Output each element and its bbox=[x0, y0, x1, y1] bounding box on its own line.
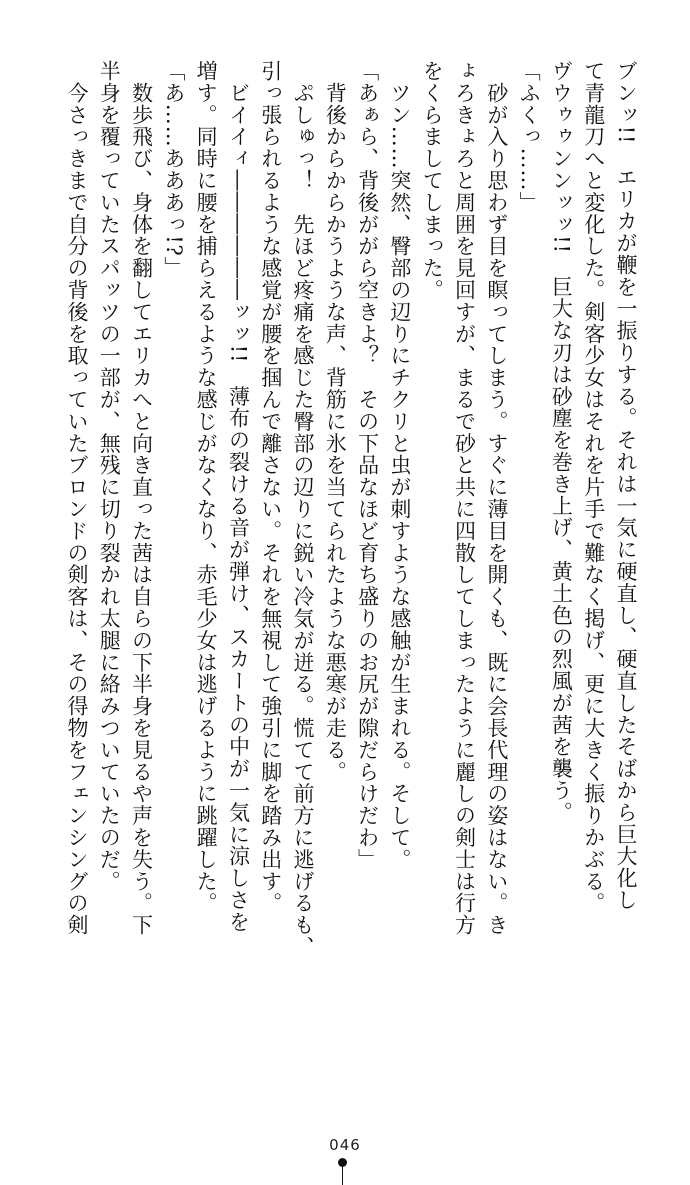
text-line: 数歩飛び、身体を翻してエリカへと向き直った茜は自らの下半身を見るや声を失う。下 bbox=[129, 60, 154, 936]
text-line: 背後からからかうような声、背筋に氷を当てられたような悪寒が走る。 bbox=[323, 60, 348, 783]
page-marker-line bbox=[342, 1167, 343, 1185]
page-number: 046 bbox=[329, 1136, 361, 1154]
text-line: 砂が入り思わず目を瞑ってしまう。すぐに薄目を開くも、既に会長代理の姿はない。き bbox=[484, 60, 509, 936]
vertical-text-block bbox=[61, 60, 642, 980]
text-line: をくらましてしまった。 bbox=[420, 60, 445, 301]
text-line: ブンッ!! エリカが鞭を一振りする。それは一気に硬直し、硬直したそばから巨大化し bbox=[614, 60, 638, 911]
text-line: 今さっきまで自分の背後を取っていたブロンドの剣客は、その得物をフェンシングの剣 bbox=[64, 60, 89, 936]
text-line: ビイイィ――――――ッッ!! 薄布の裂ける音が弾け、スカートの中が一気に涼しさを bbox=[226, 60, 251, 933]
text-line: ヴウゥゥンンッッ!! 巨大な刃は砂塵を巻き上げ、黄土色の烈風が茜を襲う。 bbox=[549, 60, 574, 824]
text-line: ツン……突然、臀部の辺りにチクリと虫が刺すような感触が生まれる。そして。 bbox=[387, 60, 412, 871]
text-line: 増す。同時に腰を捕らえるような感じがなくなり、赤毛少女は逃げるように跳躍した。 bbox=[194, 60, 219, 915]
page-marker-dot bbox=[338, 1158, 347, 1167]
text-line: 「あぁら、背後ががら空きよ？ その下品なほど育ち盛りのお尻が隙だらけだわ」 bbox=[355, 60, 380, 871]
text-line: て青龍刀へと変化した。剣客少女はそれを片手で難なく掲げ、更に大きく振りかぶる。 bbox=[581, 60, 606, 915]
text-line: 半身を覆っていたスパッツの一部が、無残に切り裂かれ太腿に絡みついていたのだ。 bbox=[97, 60, 122, 893]
text-line: ょろきょろと周囲を見回すが、まるで砂と共に四散してしまったように麗しの剣士は行方 bbox=[452, 60, 477, 936]
text-line: 「ふくっ……」 bbox=[517, 60, 542, 214]
text-line: ぷしゅっ！ 先ほど疼痛を感じた臀部の辺りに鋭い冷気が迸る。慌てて前方に逃げるも、 bbox=[291, 60, 316, 958]
text-line: 「あ……あああっ!?」 bbox=[161, 60, 186, 279]
text-line: 引っ張られるような感覚が腰を掴んで離さない。それを無視して強引に脚を踏み出す。 bbox=[258, 60, 283, 915]
